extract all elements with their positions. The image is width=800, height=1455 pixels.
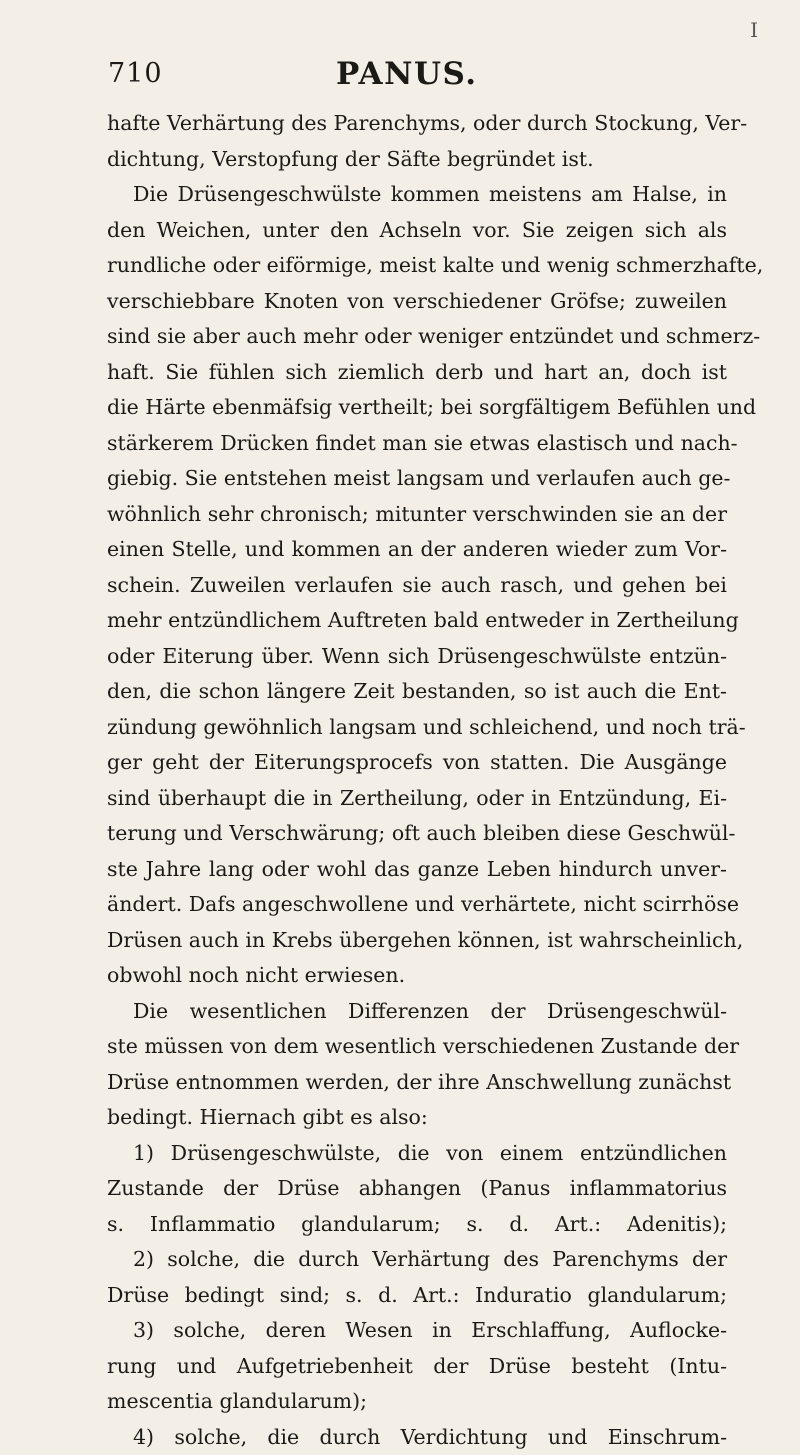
text-line: Drüsen auch in Krebs übergehen können, ist wahrscheinlich, — [107, 923, 727, 959]
text-line: den Weichen, unter den Achseln vor. Sie zeigen sich als — [107, 213, 727, 249]
text-line: haft. Sie fühlen sich ziemlich derb und hart an, doch ist — [107, 355, 727, 391]
text-line: Die Drüsengeschwülste kommen meistens am Halse, in — [107, 177, 727, 213]
text-line: Die wesentlichen Differenzen der Drüsengeschwül- — [107, 994, 727, 1030]
page-number: 710 — [108, 58, 163, 89]
text-line: die Härte ebenmäfsig vertheilt; bei sorgfältigem Befühlen und — [107, 390, 727, 426]
text-line: verschiebbare Knoten von verschiedener Gröfse; zuweilen — [107, 284, 727, 320]
text-line: ändert. Dafs angeschwollene und verhärtete, nicht scirrhöse — [107, 887, 727, 923]
text-line: rundliche oder eiförmige, meist kalte und wenig schmerzhafte, — [107, 248, 727, 284]
text-line: ger geht der Eiterungsprocefs von statten. Die Ausgänge — [107, 745, 727, 781]
text-line: ste müssen von dem wesentlich verschiedenen Zustande der — [107, 1029, 727, 1065]
text-line: rung und Aufgetriebenheit der Drüse besteht (Intu- — [107, 1349, 727, 1385]
text-line: stärkerem Drücken findet man sie etwas elastisch und nach- — [107, 426, 727, 462]
text-line: obwohl noch nicht erwiesen. — [107, 958, 727, 994]
text-line: wöhnlich sehr chronisch; mitunter verschwinden sie an der — [107, 497, 727, 533]
text-line: mescentia glandularum); — [107, 1384, 727, 1420]
text-line: sind überhaupt die in Zertheilung, oder in Entzündung, Ei- — [107, 781, 727, 817]
text-line: mehr entzündlichem Auftreten bald entweder in Zertheilung — [107, 603, 727, 639]
text-line: 3) solche, deren Wesen in Erschlaffung, Auflocke- — [107, 1313, 727, 1349]
text-line: schein. Zuweilen verlaufen sie auch rasch, und gehen bei — [107, 568, 727, 604]
body-text — [107, 106, 727, 1455]
text-line: den, die schon längere Zeit bestanden, so ist auch die Ent- — [107, 674, 727, 710]
text-line: terung und Verschwärung; oft auch bleiben diese Geschwül- — [107, 816, 727, 852]
text-line: bedingt. Hiernach gibt es also: — [107, 1100, 727, 1136]
text-line: s. Inflammatio glandularum; s. d. Art.: Adenitis); — [107, 1207, 727, 1243]
corner-mark: I — [750, 18, 758, 42]
text-line: zündung gewöhnlich langsam und schleichend, und noch trä- — [107, 710, 727, 746]
text-line: 1) Drüsengeschwülste, die von einem entzündlichen — [107, 1136, 727, 1172]
text-line: sind sie aber auch mehr oder weniger entzündet und schmerz- — [107, 319, 727, 355]
text-line: 4) solche, die durch Verdichtung und Einschrum- — [107, 1420, 727, 1455]
text-line: dichtung, Verstopfung der Säfte begründet ist. — [107, 142, 727, 178]
text-line: Drüse entnommen werden, der ihre Anschwellung zunächst — [107, 1065, 727, 1101]
text-line: hafte Verhärtung des Parenchyms, oder durch Stockung, Ver- — [107, 106, 727, 142]
text-line: giebig. Sie entstehen meist langsam und verlaufen auch ge- — [107, 461, 727, 497]
text-line: oder Eiterung über. Wenn sich Drüsengeschwülste entzün- — [107, 639, 727, 675]
page-header — [108, 58, 708, 98]
text-line: Drüse bedingt sind; s. d. Art.: Induratio glandularum; — [107, 1278, 727, 1314]
text-line: ste Jahre lang oder wohl das ganze Leben hindurch unver- — [107, 852, 727, 888]
running-head: PANUS. — [336, 56, 478, 92]
text-line: einen Stelle, und kommen an der anderen wieder zum Vor- — [107, 532, 727, 568]
text-line: 2) solche, die durch Verhärtung des Parenchyms der — [107, 1242, 727, 1278]
text-line: Zustande der Drüse abhangen (Panus inflammatorius — [107, 1171, 727, 1207]
